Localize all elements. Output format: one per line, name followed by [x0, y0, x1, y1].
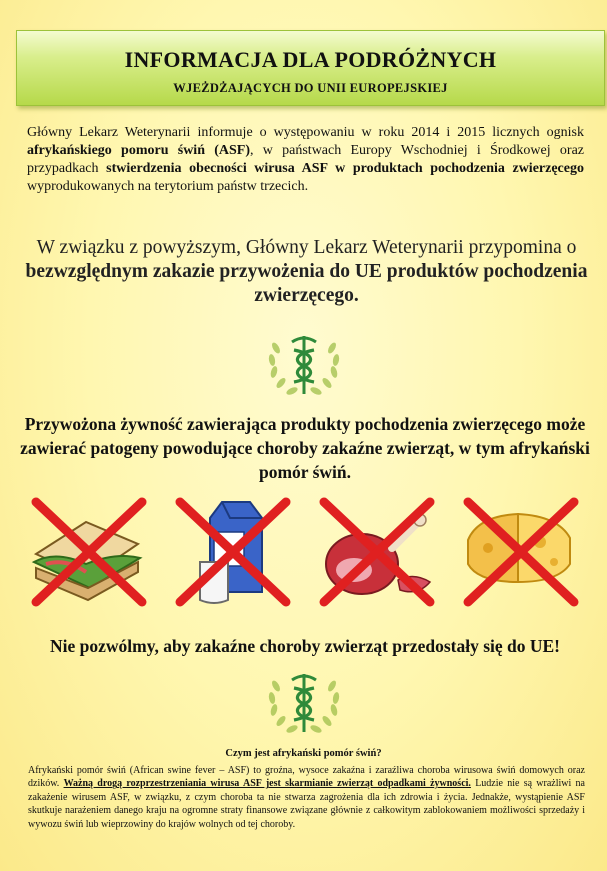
veterinary-emblem-icon	[264, 666, 344, 738]
faq-text-1: Afrykański pomór świń (African swine fever – ASF) to groźna, wysoce zakaźna i zaraźliwa choroba wirusowa świń domowych oraz dzików.	[28, 765, 585, 790]
slogan-text: Nie pozwólmy, aby zakaźne choroby zwierząt przedostały się do UE!	[49, 636, 561, 656]
ham-icon	[314, 492, 440, 610]
milk-carton-icon	[170, 492, 296, 610]
veterinary-emblem-icon	[264, 328, 344, 400]
page-subtitle: WJEŻDŻAJĄCYCH DO UNII EUROPEJSKIEJ	[173, 81, 448, 95]
intro-bold-1: afrykańskiego pomoru świń (ASF)	[27, 143, 251, 158]
intro-text-2: , w państwach Europy Wschodniej i Środkowej oraz przypadkach	[27, 143, 584, 176]
reminder-paragraph	[24, 236, 589, 308]
reminder-text: W związku z powyższym, Główny Lekarz Weterynarii przypomina o	[36, 237, 577, 258]
cheese-icon	[458, 492, 584, 610]
faq-body	[28, 764, 585, 831]
sandwich-icon	[26, 492, 152, 610]
faq-title: Czym jest afrykański pomór świń?	[225, 748, 382, 759]
page-title: INFORMACJA DLA PODRÓŻNYCH	[124, 47, 497, 72]
intro-text-3: wyprodukowanych na terytorium państw trzecich.	[27, 179, 309, 194]
faq-text-2: Ludzie nie są wrażliwi na zakażenie wirusem ASF, w związku, z czym choroba ta nie stwarza zagrożenia dla ich zdrowia i życia. Jednakże, wystąpienie ASF skutkuje narażeniem danego kraju na ogromne straty finansowe związane głównie z całkowitym zablokowaniem możliwości sprzedaży i wywozu świń lub wieprzowiny do krajów wolnych od tej choroby.	[28, 778, 585, 830]
intro-bold-2: stwierdzenia obecności wirusa ASF w produktach pochodzenia zwierzęcego	[106, 161, 584, 176]
intro-text-1: Główny Lekarz Weterynarii informuje o występowaniu w roku 2014 i 2015 licznych ognisk	[27, 125, 584, 140]
reminder-bold: bezwzględnym zakazie przywożenia do UE produktów pochodzenia zwierzęcego.	[25, 261, 588, 306]
title-banner	[16, 30, 605, 106]
faq-underlined: Ważną drogą rozprzestrzeniania wirusa ASF jest skarmianie zwierząt odpadkami żywności.	[63, 778, 471, 790]
warning-text: Przywożona żywność zawierająca produkty pochodzenia zwierzęcego może zawierać patogeny powodujące choroby zakaźne zwierząt, w tym afrykański pomór świń.	[20, 414, 590, 482]
intro-paragraph	[27, 124, 584, 196]
